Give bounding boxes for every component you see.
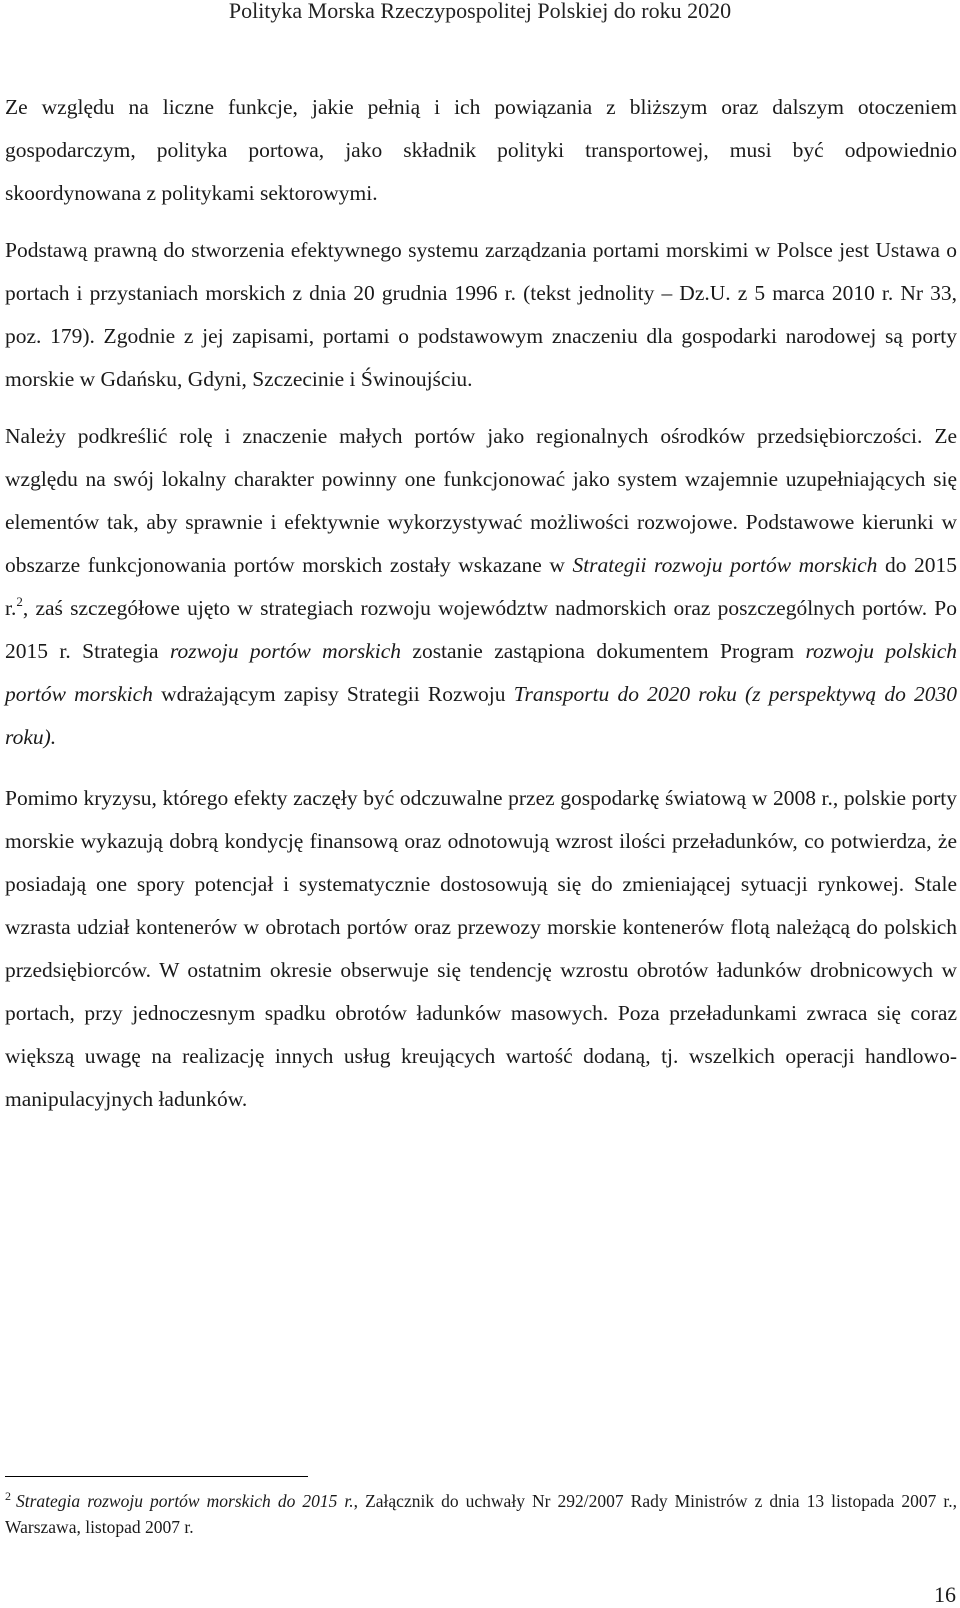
main-body-text — [5, 86, 957, 1135]
footnote — [5, 1488, 957, 1540]
running-header: Polityka Morska Rzeczypospolitej Polskiej do roku 2020 — [228, 0, 732, 23]
text-span: do 2015 r. — [5, 553, 957, 620]
text-span: Należy podkreślić rolę i znaczenie małych portów jako regionalnych ośrodków przedsiębiorczości. Ze względu na swój lokalny charakter powinny one funkcjonować jako system wzajemnie uzupełniających się elementów tak, aby sprawnie i efektywnie wykorzystywać możliwości rozwojowe. Podstawowe kierunki w obszarze funkcjonowania portów morskich zostały wskazane w — [5, 424, 957, 577]
paragraph-port-policy: Ze względu na liczne funkcje, jakie pełnią i ich powiązania z bliższym oraz dalszym otoczeniem gospodarczym, polityka portowa, jako składnik polityki transportowej, musi być odpowiednio skoordynowana z politykami sektorowymi. — [5, 95, 957, 205]
italic-document-title: rozwoju polskich portów morskich — [5, 639, 957, 706]
footnote-reference[interactable]: 2 — [16, 594, 23, 609]
page-number: 16 — [934, 1582, 956, 1607]
paragraph-crisis-performance: Pomimo kryzysu, którego efekty zaczęły być odczuwalne przez gospodarkę światową w 2008 r., polskie porty morskie wykazują dobrą kondycję finansową oraz odnotowują wzrost ilości przeładunków, co potwierdza, że posiadają one spory potencjał i systematycznie dostosowują się do zmieniającej sytuacji rynkowej. Stale wzrasta udział kontenerów w obrotach portów oraz przewozy morskie kontenerów flotą należącą do polskich przedsiębiorców. W ostatnim okresie obserwuje się tendencję wzrostu obrotów ładunków drobnicowych w portach, przy jednoczesnym spadku obrotów ładunków masowych. Poza przeładunkami zwraca się coraz większą uwagę na realizację innych usług kreujących wartość dodaną, tj. wszelkich operacji handlowo-manipulacyjnych ładunków. — [5, 786, 957, 1111]
footnote-separator — [5, 1476, 308, 1477]
footnote-title: Strategia rozwoju portów morskich do 2015 r. — [16, 1491, 354, 1511]
text-span: wdrażającym zapisy Strategii Rozwoju — [152, 682, 514, 706]
footnote-text: , Załącznik do uchwały Nr 292/2007 Rady Ministrów z dnia 13 listopada 2007 r., Warszawa, listopad 2007 r. — [5, 1491, 957, 1537]
italic-document-title: Strategii rozwoju portów morskich — [572, 553, 878, 577]
text-span: , zaś szczegółowe ujęto w strategiach rozwoju województw nadmorskich oraz poszczególnych portów. Po 2015 r. Strategia — [5, 596, 957, 663]
paragraph-small-ports — [5, 415, 957, 759]
footnote-number: 2 — [5, 1489, 11, 1503]
italic-document-title: Transportu do 2020 roku (z perspektywą do 2030 roku). — [5, 682, 957, 749]
paragraph-legal-basis: Podstawą prawną do stworzenia efektywnego systemu zarządzania portami morskimi w Polsce jest Ustawa o portach i przystaniach morskich z dnia 20 grudnia 1996 r. (tekst jednolity – Dz.U. z 5 marca 2010 r. Nr 33, poz. 179). Zgodnie z jej zapisami, portami o podstawowym znaczeniu dla gospodarki narodowej są porty morskie w Gdańsku, Gdyni, Szczecinie i Świnoujściu. — [5, 238, 957, 391]
italic-document-title: rozwoju portów morskich — [169, 639, 401, 663]
text-span: zostanie zastąpiona dokumentem Program — [401, 639, 806, 663]
